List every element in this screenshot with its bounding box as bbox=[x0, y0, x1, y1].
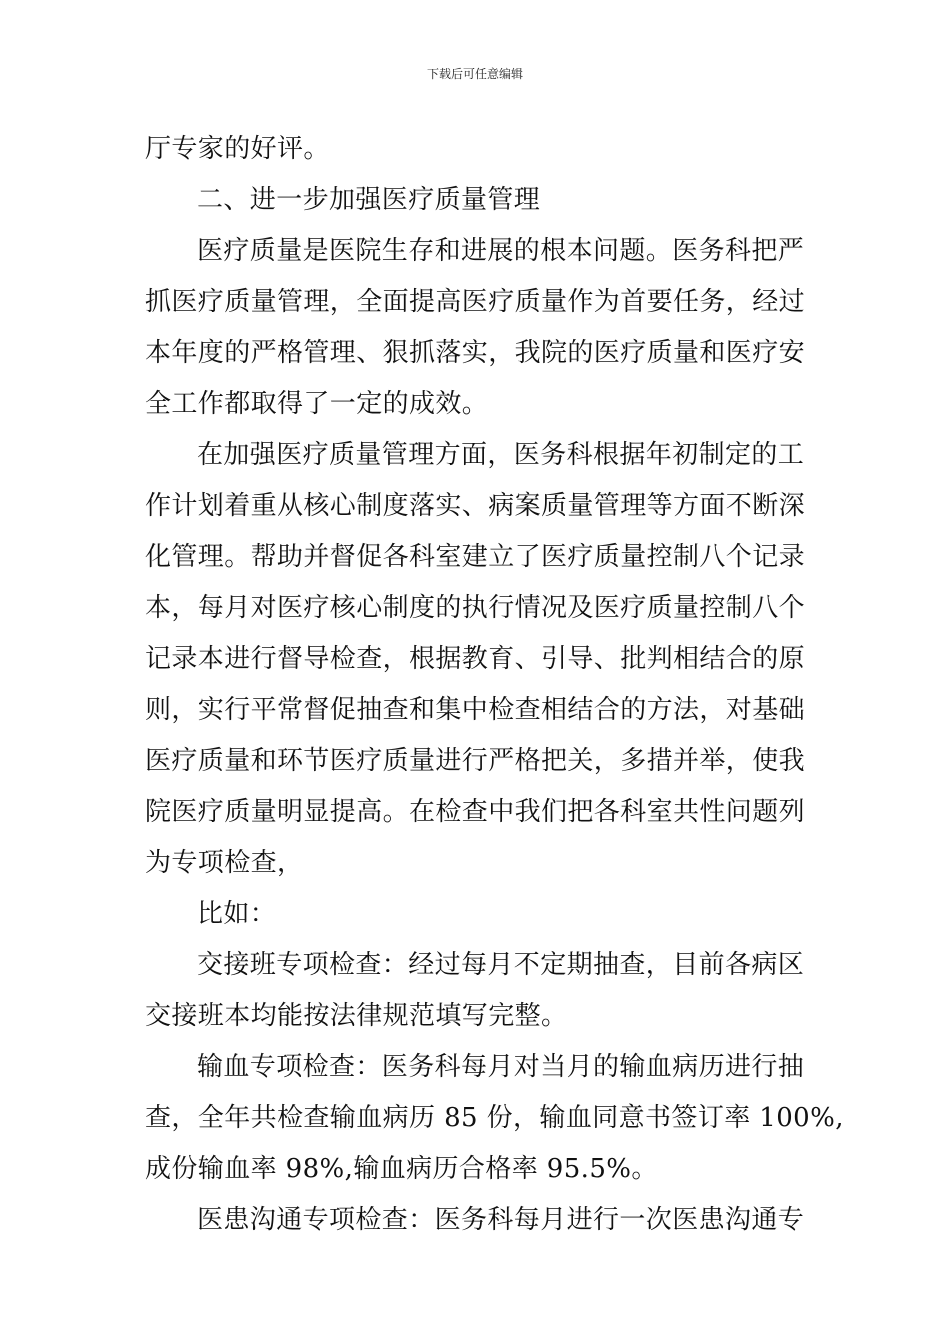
text-line: 本年度的严格管理、狠抓落实，我院的医疗质量和医疗安 bbox=[145, 338, 806, 368]
text-line: 记录本进行督导检查，根据教育、引导、批判相结合的原 bbox=[145, 644, 806, 674]
text-line: 本，每月对医疗核心制度的执行情况及医疗质量控制八个 bbox=[145, 593, 806, 623]
document-body bbox=[145, 124, 844, 1246]
text-line: 则，实行平常督促抽查和集中检查相结合的方法，对基础 bbox=[145, 695, 806, 725]
text-line: 比如： bbox=[197, 899, 277, 929]
text-line: 医患沟通专项检查：医务科每月进行一次医患沟通专 bbox=[197, 1205, 805, 1235]
text-line: 厅专家的好评。 bbox=[145, 134, 330, 164]
text-line: 查，全年共检查输血病历 85 份，输血同意书签订率 100%, bbox=[145, 1103, 844, 1133]
page-header: 下载后可任意编辑 bbox=[426, 67, 523, 81]
section-heading: 二、进一步加强医疗质量管理 bbox=[197, 185, 541, 215]
text-line: 作计划着重从核心制度落实、病案质量管理等方面不断深 bbox=[145, 491, 806, 521]
text-line: 化管理。帮助并督促各科室建立了医疗质量控制八个记录 bbox=[145, 542, 806, 572]
text-line: 全工作都取得了一定的成效。 bbox=[145, 389, 489, 419]
text-line: 抓医疗质量管理，全面提高医疗质量作为首要任务，经过 bbox=[145, 287, 806, 317]
text-line: 成份输血率 98%,输血病历合格率 95.5%。 bbox=[145, 1154, 658, 1184]
text-line: 在加强医疗质量管理方面，医务科根据年初制定的工 bbox=[197, 440, 805, 470]
text-line: 医疗质量和环节医疗质量进行严格把关，多措并举，使我 bbox=[145, 746, 806, 776]
text-line: 为专项检查， bbox=[145, 848, 304, 878]
text-line: 交接班专项检查：经过每月不定期抽查，目前各病区 bbox=[197, 950, 805, 980]
text-line: 输血专项检查：医务科每月对当月的输血病历进行抽 bbox=[197, 1052, 805, 1082]
text-line: 医疗质量是医院生存和进展的根本问题。医务科把严 bbox=[197, 236, 805, 266]
text-line: 交接班本均能按法律规范填写完整。 bbox=[145, 1001, 568, 1031]
text-line: 院医疗质量明显提高。在检查中我们把各科室共性问题列 bbox=[145, 797, 806, 827]
